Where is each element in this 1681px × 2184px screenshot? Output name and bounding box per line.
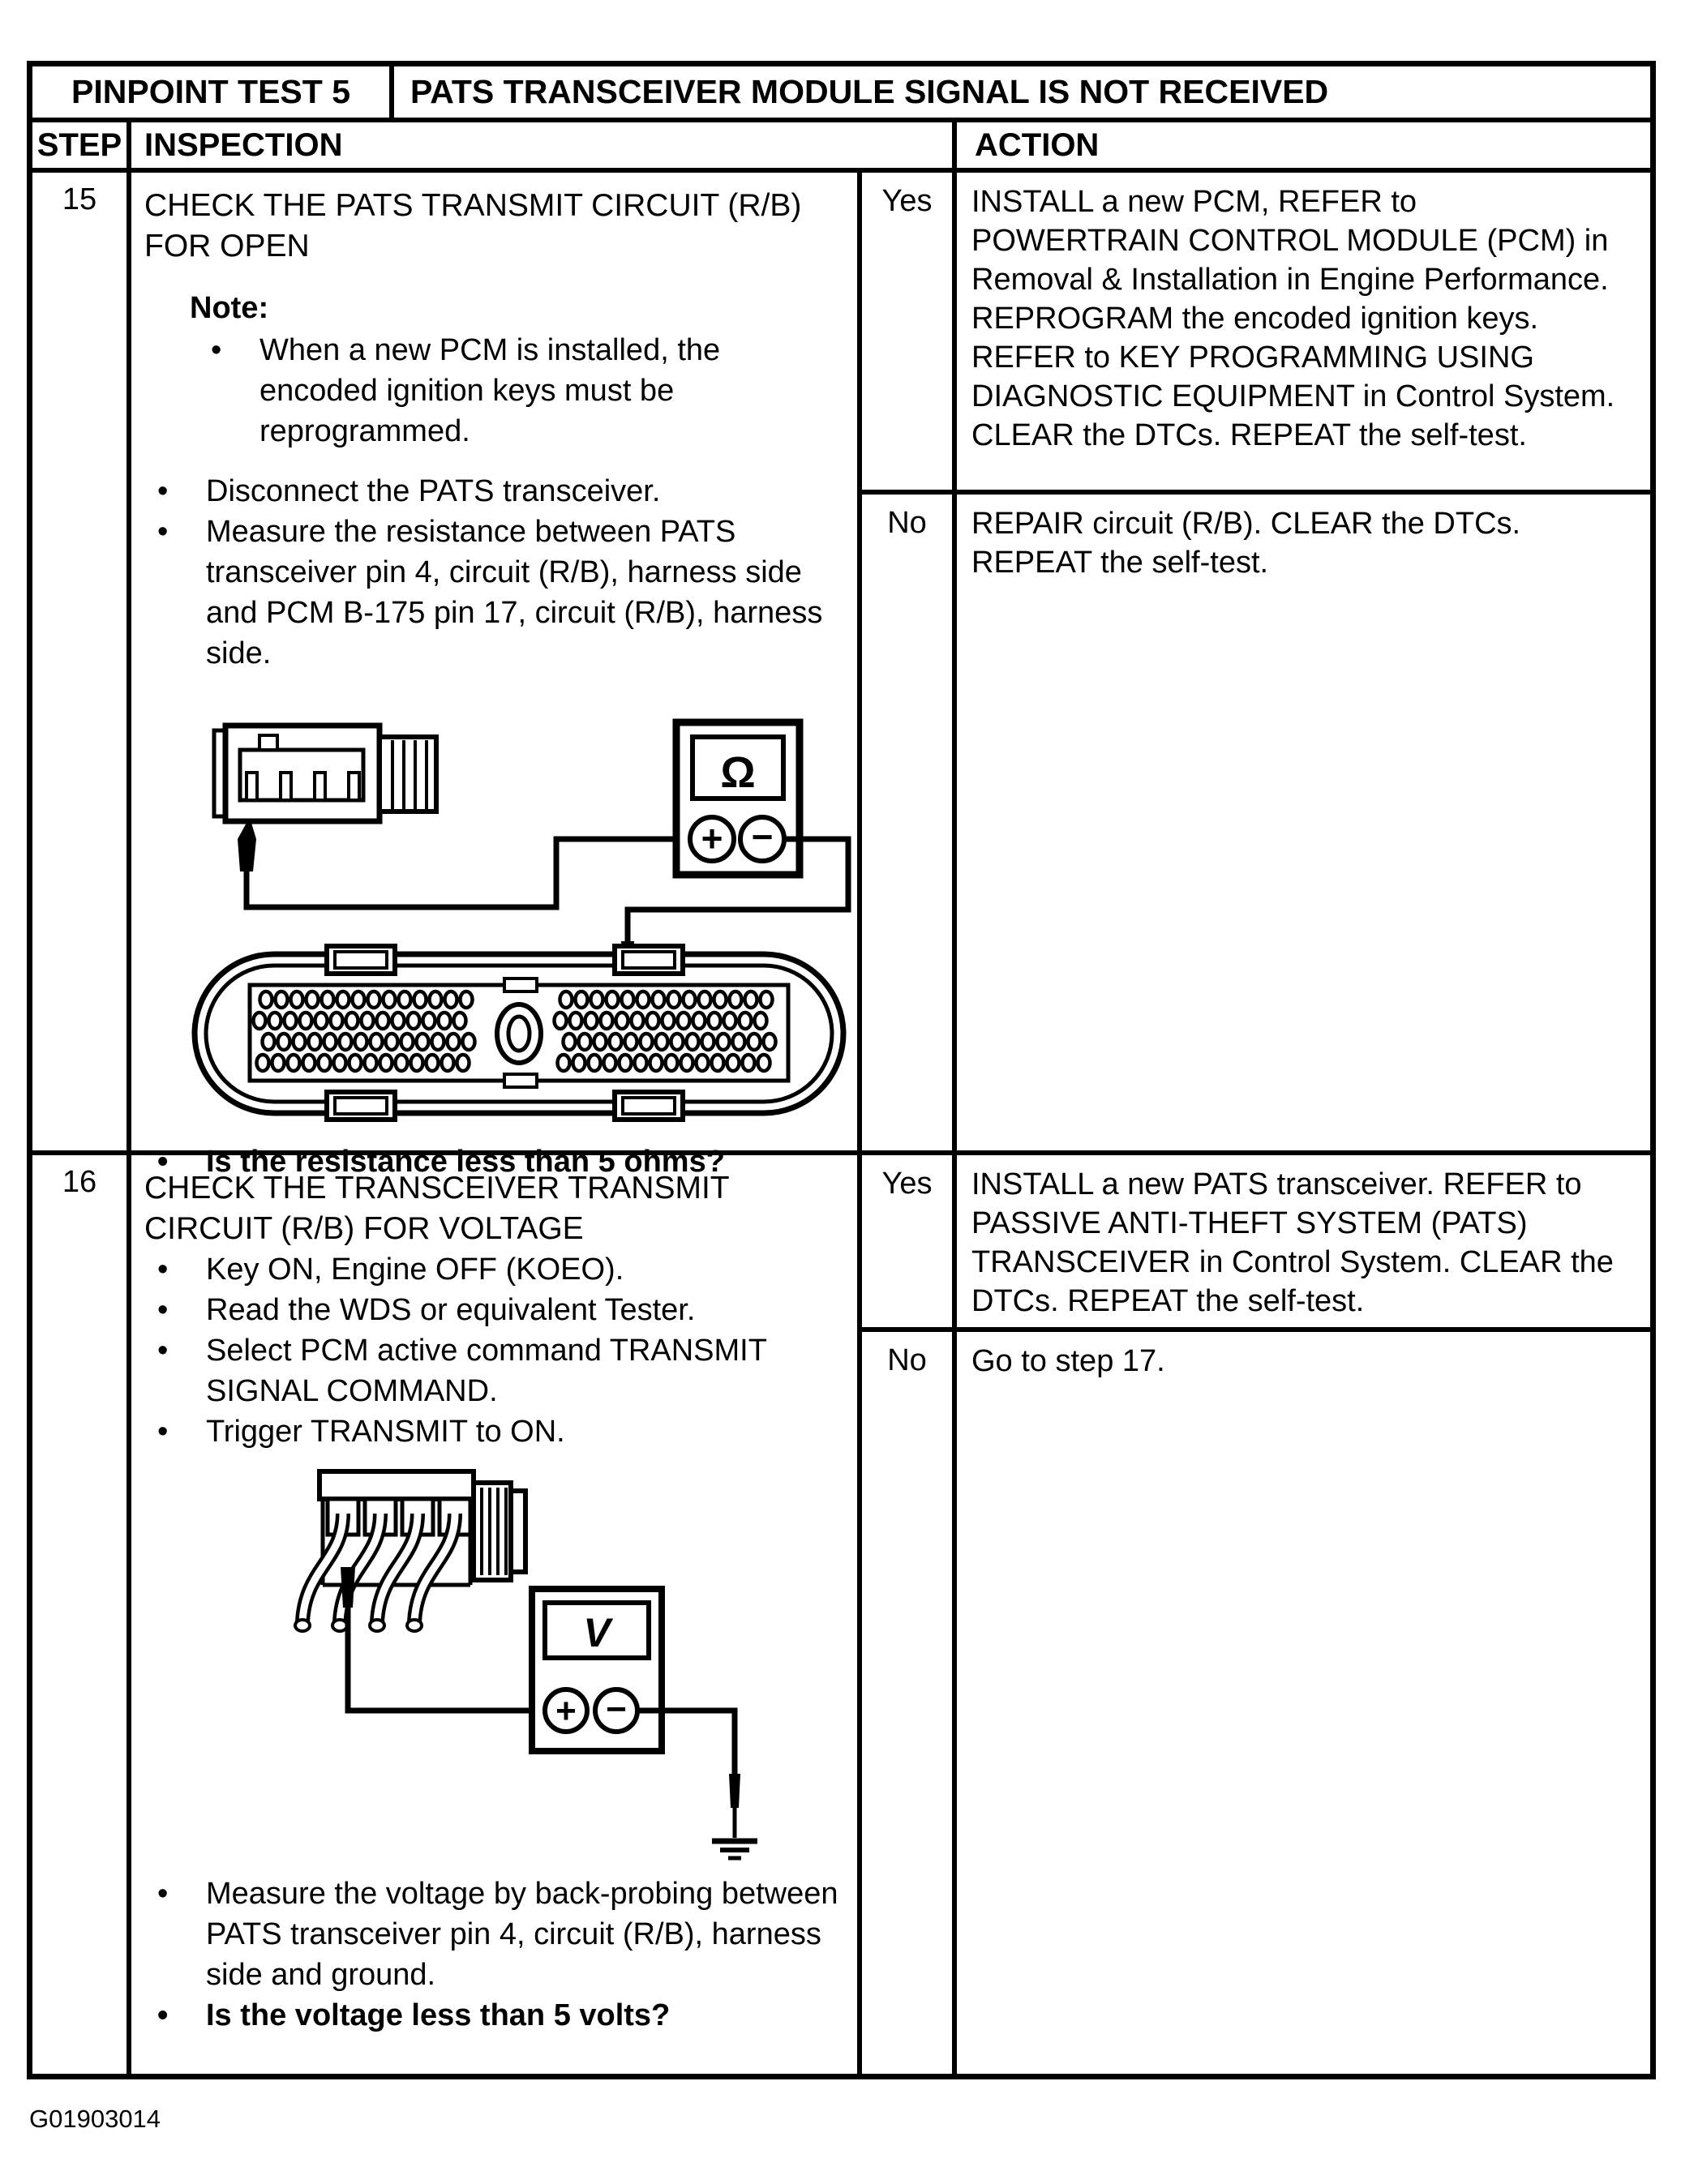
inspection-step-item bbox=[157, 1330, 841, 1411]
answer-label: Yes bbox=[862, 173, 957, 490]
pinpoint-test-label: PINPOINT TEST 5 bbox=[32, 66, 394, 118]
inspection-cell-step-15 bbox=[131, 173, 862, 1179]
figure-id: G01903014 bbox=[29, 2105, 161, 2133]
note-label: Note: bbox=[190, 291, 269, 325]
result-row-yes bbox=[862, 1155, 1650, 1332]
result-row-no bbox=[862, 495, 1650, 1150]
volt-symbol-icon: V bbox=[583, 1610, 611, 1655]
bullet-icon: • bbox=[157, 1877, 169, 1911]
bullet-icon: • bbox=[157, 1293, 169, 1327]
action-text: INSTALL a new PCM, REFER to POWERTRAIN CONTROL MODULE (PCM) in Removal & Installation in Engine Performance. REPROGRAM the encoded ignition keys. REFER to KEY PROGRAMMING USING DIAGNOSTIC EQUIPMENT in Control System. CLEAR the DTCs. REPEAT the self-test. bbox=[971, 185, 1615, 452]
answer-label: No bbox=[862, 1332, 957, 2074]
ground-icon bbox=[712, 1841, 757, 1858]
inspection-step-text: Measure the resistance between PATS transceiver pin 4, circuit (R/B), harness side and PCM B-175 pin 17, circuit (R/B), harness side. bbox=[206, 515, 823, 670]
result-row-no bbox=[862, 1332, 1650, 2074]
resistance-test-diagram bbox=[162, 687, 866, 1128]
pinpoint-test-title: PATS TRANSCEIVER MODULE SIGNAL IS NOT RECEIVED bbox=[410, 73, 1329, 110]
plus-symbol-icon: + bbox=[555, 1691, 577, 1731]
inspection-step-text: Read the WDS or equivalent Tester. bbox=[206, 1293, 696, 1327]
action-cell-step-16 bbox=[862, 1155, 1650, 2074]
answer-label: Yes bbox=[862, 1155, 957, 1327]
bullet-icon: • bbox=[211, 333, 222, 367]
pinpoint-test-table bbox=[27, 61, 1656, 2079]
pats-transceiver-connector-icon bbox=[214, 726, 436, 821]
answer-label: No bbox=[862, 495, 957, 1150]
voltage-test-diagram bbox=[281, 1463, 783, 1869]
bullet-icon: • bbox=[157, 1998, 169, 2032]
note-item-text: When a new PCM is installed, the encoded ignition keys must be reprogrammed. bbox=[259, 333, 721, 448]
bullet-icon: • bbox=[157, 1253, 169, 1287]
back-probe-icon bbox=[341, 1567, 355, 1608]
table-title-row bbox=[32, 66, 1650, 122]
inspection-cell-step-16 bbox=[131, 1155, 862, 2074]
ohm-symbol-icon: Ω bbox=[720, 748, 756, 797]
test-probe-icon bbox=[729, 1774, 740, 1838]
plus-symbol-icon: + bbox=[701, 817, 723, 859]
inspection-step-item bbox=[157, 512, 841, 674]
action-text: REPAIR circuit (R/B). CLEAR the DTCs. REPEAT the self-test. bbox=[971, 507, 1521, 580]
bullet-icon: • bbox=[157, 1334, 169, 1368]
note-item bbox=[211, 330, 841, 452]
inspection-step-text: Trigger TRANSMIT to ON. bbox=[206, 1415, 565, 1449]
bullet-icon: • bbox=[157, 515, 169, 549]
inspection-title: CHECK THE TRANSCEIVER TRANSMIT CIRCUIT (R/B) FOR VOLTAGE bbox=[144, 1171, 729, 1246]
step-number: 16 bbox=[32, 1155, 131, 2074]
action-cell-step-15 bbox=[862, 173, 1650, 1150]
bullet-icon: • bbox=[157, 474, 169, 508]
minus-symbol-icon: − bbox=[606, 1689, 627, 1729]
test-probe-icon bbox=[238, 823, 256, 871]
inspection-question-text: Is the voltage less than 5 volts? bbox=[206, 1998, 671, 2032]
inspection-step-text: Select PCM active command TRANSMIT SIGNAL COMMAND. bbox=[206, 1334, 767, 1408]
result-row-yes bbox=[862, 173, 1650, 495]
harness-connector-icon bbox=[295, 1471, 525, 1631]
table-row-step-16 bbox=[32, 1155, 1650, 2074]
inspection-step-item bbox=[157, 1290, 841, 1330]
inspection-step-item bbox=[157, 1249, 841, 1290]
inspection-step-text: Measure the voltage by back-probing between PATS transceiver pin 4, circuit (R/B), harness side and ground. bbox=[206, 1877, 838, 1992]
table-row-step-15 bbox=[32, 173, 1650, 1179]
inspection-title: CHECK THE PATS TRANSMIT CIRCUIT (R/B) FOR OPEN bbox=[144, 188, 802, 263]
inspection-step-item bbox=[157, 1874, 841, 1995]
inspection-step-text: Disconnect the PATS transceiver. bbox=[206, 474, 661, 508]
inspection-step-item bbox=[157, 1411, 841, 1452]
action-text: INSTALL a new PATS transceiver. REFER to PASSIVE ANTI-THEFT SYSTEM (PATS) TRANSCEIVER in Control System. CLEAR the DTCs. REPEAT the self-test. bbox=[971, 1167, 1614, 1318]
bullet-icon: • bbox=[157, 1145, 169, 1179]
column-header-action: ACTION bbox=[975, 126, 1100, 163]
bullet-icon: • bbox=[157, 1415, 169, 1449]
inspection-question bbox=[157, 1995, 841, 2036]
column-header-step: STEP bbox=[32, 122, 131, 168]
action-text: Go to step 17. bbox=[971, 1344, 1165, 1378]
column-header-inspection: INSPECTION bbox=[131, 122, 957, 168]
minus-symbol-icon: − bbox=[751, 816, 774, 858]
inspection-step-item bbox=[157, 471, 841, 512]
step-number: 15 bbox=[32, 173, 131, 1150]
inspection-question-text: Is the resistance less than 5 ohms? bbox=[206, 1145, 725, 1179]
column-header-row bbox=[32, 122, 1650, 173]
pcm-connector-icon bbox=[195, 946, 843, 1120]
voltmeter-icon bbox=[532, 1589, 662, 1751]
inspection-step-text: Key ON, Engine OFF (KOEO). bbox=[206, 1253, 624, 1287]
ohmmeter-icon bbox=[676, 722, 800, 875]
positive-test-lead bbox=[247, 839, 675, 907]
